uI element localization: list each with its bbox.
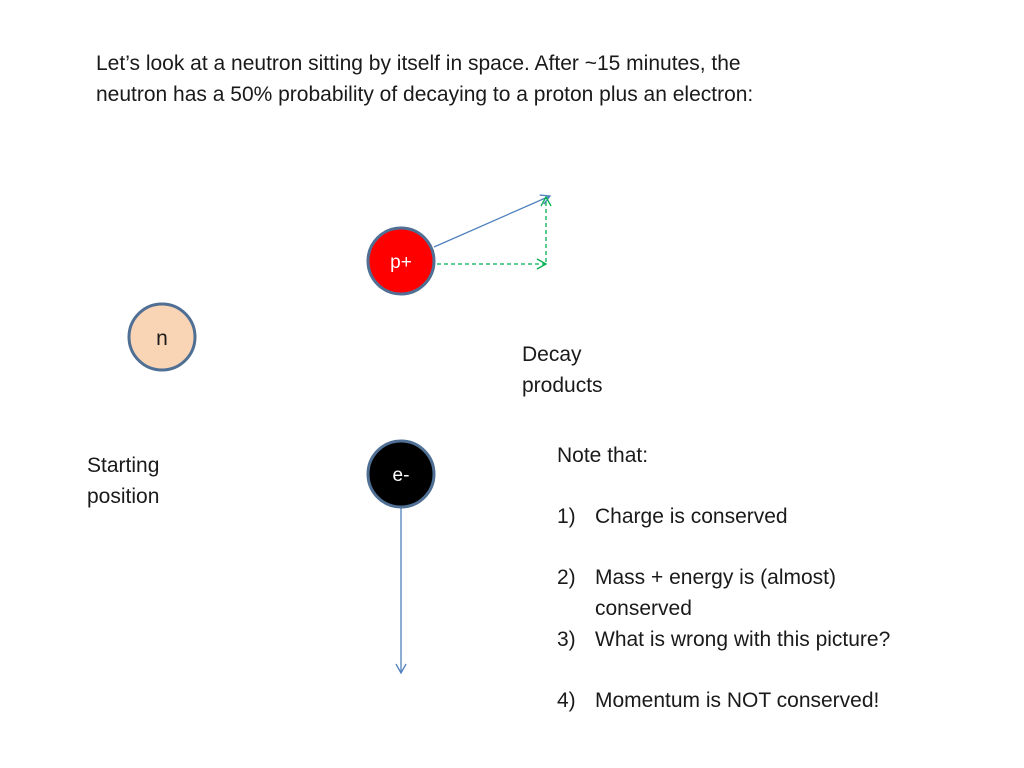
note-item xyxy=(557,686,880,717)
note-text: Momentum is NOT conserved! xyxy=(595,688,880,712)
decay-label-line-1: Decay xyxy=(522,343,582,366)
neutron-label: n xyxy=(156,327,168,350)
notes-list xyxy=(557,441,891,716)
note-number: 3) xyxy=(557,627,576,651)
proton-label: p+ xyxy=(390,252,412,273)
note-text: Charge is conserved xyxy=(595,505,788,529)
intro-line-1: Let’s look at a neutron sitting by itself in space. After ~15 minutes, the xyxy=(96,52,741,75)
note-number: 4) xyxy=(557,688,576,712)
note-item xyxy=(557,502,788,533)
note-item-continuation xyxy=(557,594,692,625)
decay-products-label xyxy=(522,339,603,401)
electron-particle xyxy=(368,441,434,507)
proton-momentum-arrow xyxy=(434,196,550,247)
notes-spacer xyxy=(557,472,648,503)
note-number: 1) xyxy=(557,505,576,529)
note-text: Mass + energy is (almost) xyxy=(595,566,836,590)
note-item xyxy=(557,625,891,656)
note-item xyxy=(557,563,836,594)
intro-text xyxy=(96,48,753,110)
notes-spacer xyxy=(557,655,648,686)
neutron-particle xyxy=(129,304,195,370)
intro-line-2: neutron has a 50% probability of decaying to a proton plus an electron: xyxy=(96,83,754,106)
start-label-line-2: position xyxy=(87,485,160,508)
starting-position-label xyxy=(87,450,159,512)
note-text: What is wrong with this picture? xyxy=(595,627,891,651)
proton-particle xyxy=(368,228,434,294)
electron-label: e- xyxy=(392,465,410,486)
note-number: 2) xyxy=(557,566,576,590)
note-text: conserved xyxy=(595,596,692,620)
notes-heading: Note that: xyxy=(557,444,649,467)
start-label-line-1: Starting xyxy=(87,454,160,477)
notes-spacer xyxy=(557,533,648,564)
decay-label-line-2: products xyxy=(522,374,603,397)
